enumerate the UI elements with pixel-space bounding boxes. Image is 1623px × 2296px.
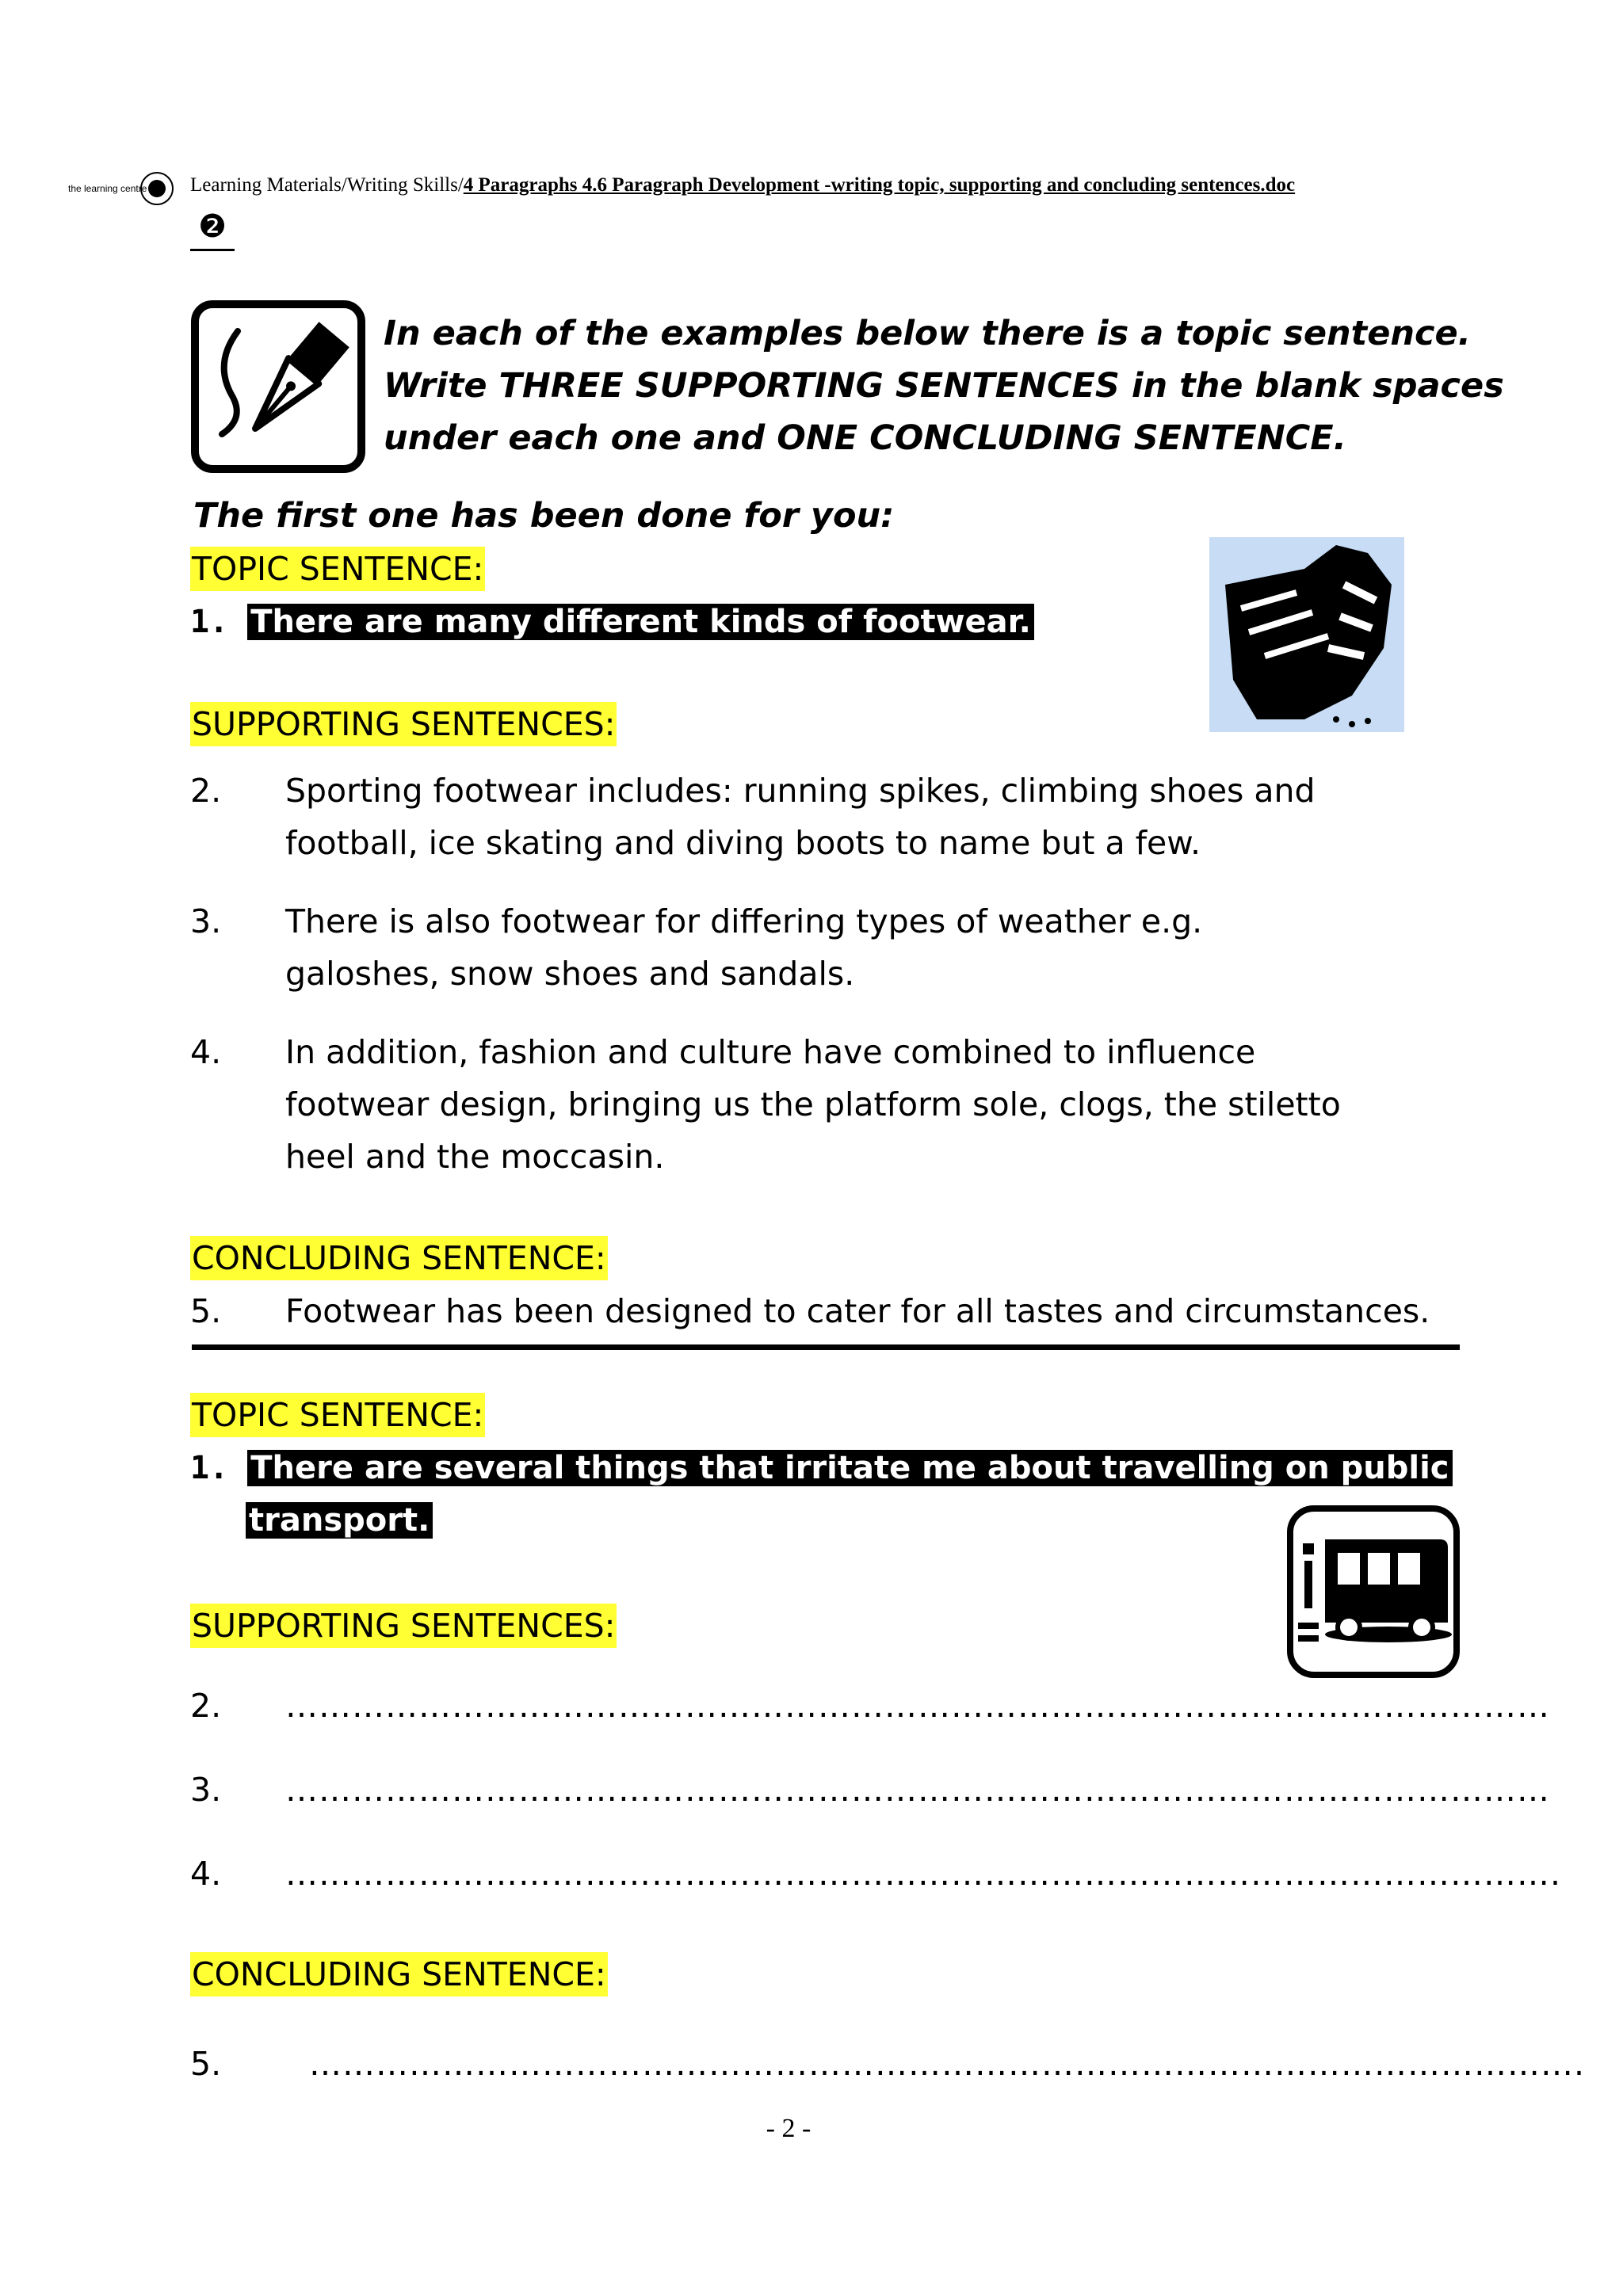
pen-nib-icon bbox=[190, 299, 366, 474]
item-line: Sporting footwear includes: running spikes, climbing shoes and bbox=[285, 772, 1316, 810]
topic-text-2-line-1: There are several things that irritate me about travelling on public bbox=[247, 1450, 1452, 1486]
topic-sentence-2-cont bbox=[246, 1494, 433, 1547]
item-number: 2. bbox=[190, 772, 222, 810]
supporting-heading-2: SUPPORTING SENTENCES: bbox=[190, 1604, 617, 1648]
bus-stop-icon bbox=[1285, 1504, 1461, 1680]
instruction-line-3: under each one and ONE CONCLUDING SENTENCE. bbox=[384, 418, 1347, 458]
page-marker: ❷ bbox=[190, 204, 235, 251]
item-number: 3. bbox=[190, 902, 222, 940]
item-number: 4. bbox=[190, 1033, 222, 1071]
logo-text: the learning centre bbox=[68, 183, 147, 194]
topic-sentence-2 bbox=[190, 1442, 1453, 1494]
document-path bbox=[190, 174, 1295, 196]
concluding-heading-2: CONCLUDING SENTENCE: bbox=[190, 1952, 608, 1997]
item-line: heel and the moccasin. bbox=[285, 1138, 665, 1176]
item-number: 3. bbox=[190, 1771, 222, 1809]
topic-heading-2: TOPIC SENTENCE: bbox=[190, 1393, 485, 1437]
item-line: galoshes, snow shoes and sandals. bbox=[285, 955, 855, 993]
topic-num-2: 1. bbox=[190, 1450, 229, 1486]
boot-clipart bbox=[1209, 537, 1404, 732]
supporting-item bbox=[190, 1026, 1585, 1192]
topic-heading-1: TOPIC SENTENCE: bbox=[190, 547, 485, 591]
learning-centre-logo bbox=[68, 160, 179, 211]
path-prefix: Learning Materials/Writing Skills/ bbox=[190, 174, 464, 196]
instructions bbox=[384, 307, 1556, 464]
instruction-line-1: In each of the examples below there is a topic sentence. bbox=[384, 314, 1471, 353]
concluding-heading-1: CONCLUDING SENTENCE: bbox=[190, 1236, 608, 1280]
section-divider bbox=[192, 1344, 1460, 1350]
topic-sentence-1 bbox=[190, 596, 1034, 648]
item-line: In addition, fashion and culture have combined to influence bbox=[285, 1033, 1256, 1071]
supporting-item bbox=[190, 895, 1585, 1006]
instruction-line-2: Write THREE SUPPORTING SENTENCES in the blank spaces bbox=[384, 366, 1504, 406]
item-number: 5. bbox=[190, 1292, 222, 1330]
item-line: There is also footwear for differing types of weather e.g. bbox=[285, 902, 1203, 940]
answer-blank[interactable]: ……………………………………………………………………………………………………. bbox=[285, 1855, 1562, 1893]
concluding-text: Footwear has been designed to cater for all tastes and circumstances. bbox=[285, 1292, 1430, 1330]
blank-line-item bbox=[190, 1680, 1550, 1732]
item-text bbox=[285, 895, 1522, 1000]
topic-text-2-line-2: transport. bbox=[246, 1502, 433, 1539]
item-text bbox=[285, 1026, 1522, 1183]
blank-line-item bbox=[190, 1848, 1562, 1900]
item-line: football, ice skating and diving boots to name but a few. bbox=[285, 824, 1201, 862]
blank-line-item bbox=[190, 2038, 1586, 2090]
answer-blank[interactable]: ……………………………………………………………………………………………………. bbox=[309, 2045, 1586, 2083]
answer-blank[interactable]: …………………………………………………………………………………………………… bbox=[285, 1687, 1550, 1725]
topic-text-1: There are many different kinds of footwear. bbox=[247, 604, 1034, 640]
answer-blank[interactable]: …………………………………………………………………………………………………… bbox=[285, 1771, 1550, 1809]
supporting-heading-1: SUPPORTING SENTENCES: bbox=[190, 702, 617, 746]
supporting-item bbox=[190, 765, 1585, 875]
item-number: 5. bbox=[190, 2045, 222, 2083]
item-number: 4. bbox=[190, 1855, 222, 1893]
blank-line-item bbox=[190, 1764, 1550, 1816]
page-number: - 2 - bbox=[766, 2114, 812, 2143]
item-text bbox=[285, 765, 1522, 869]
path-file-link[interactable]: 4 Paragraphs 4.6 Paragraph Development -writing topic, supporting and concluding sentences.doc bbox=[463, 174, 1296, 196]
concluding-item bbox=[190, 1285, 1601, 1337]
item-number: 2. bbox=[190, 1687, 222, 1725]
intro-text: The first one has been done for you: bbox=[193, 496, 895, 536]
item-line: footwear design, bringing us the platform sole, clogs, the stiletto bbox=[285, 1085, 1341, 1123]
topic-num-1: 1. bbox=[190, 604, 229, 640]
